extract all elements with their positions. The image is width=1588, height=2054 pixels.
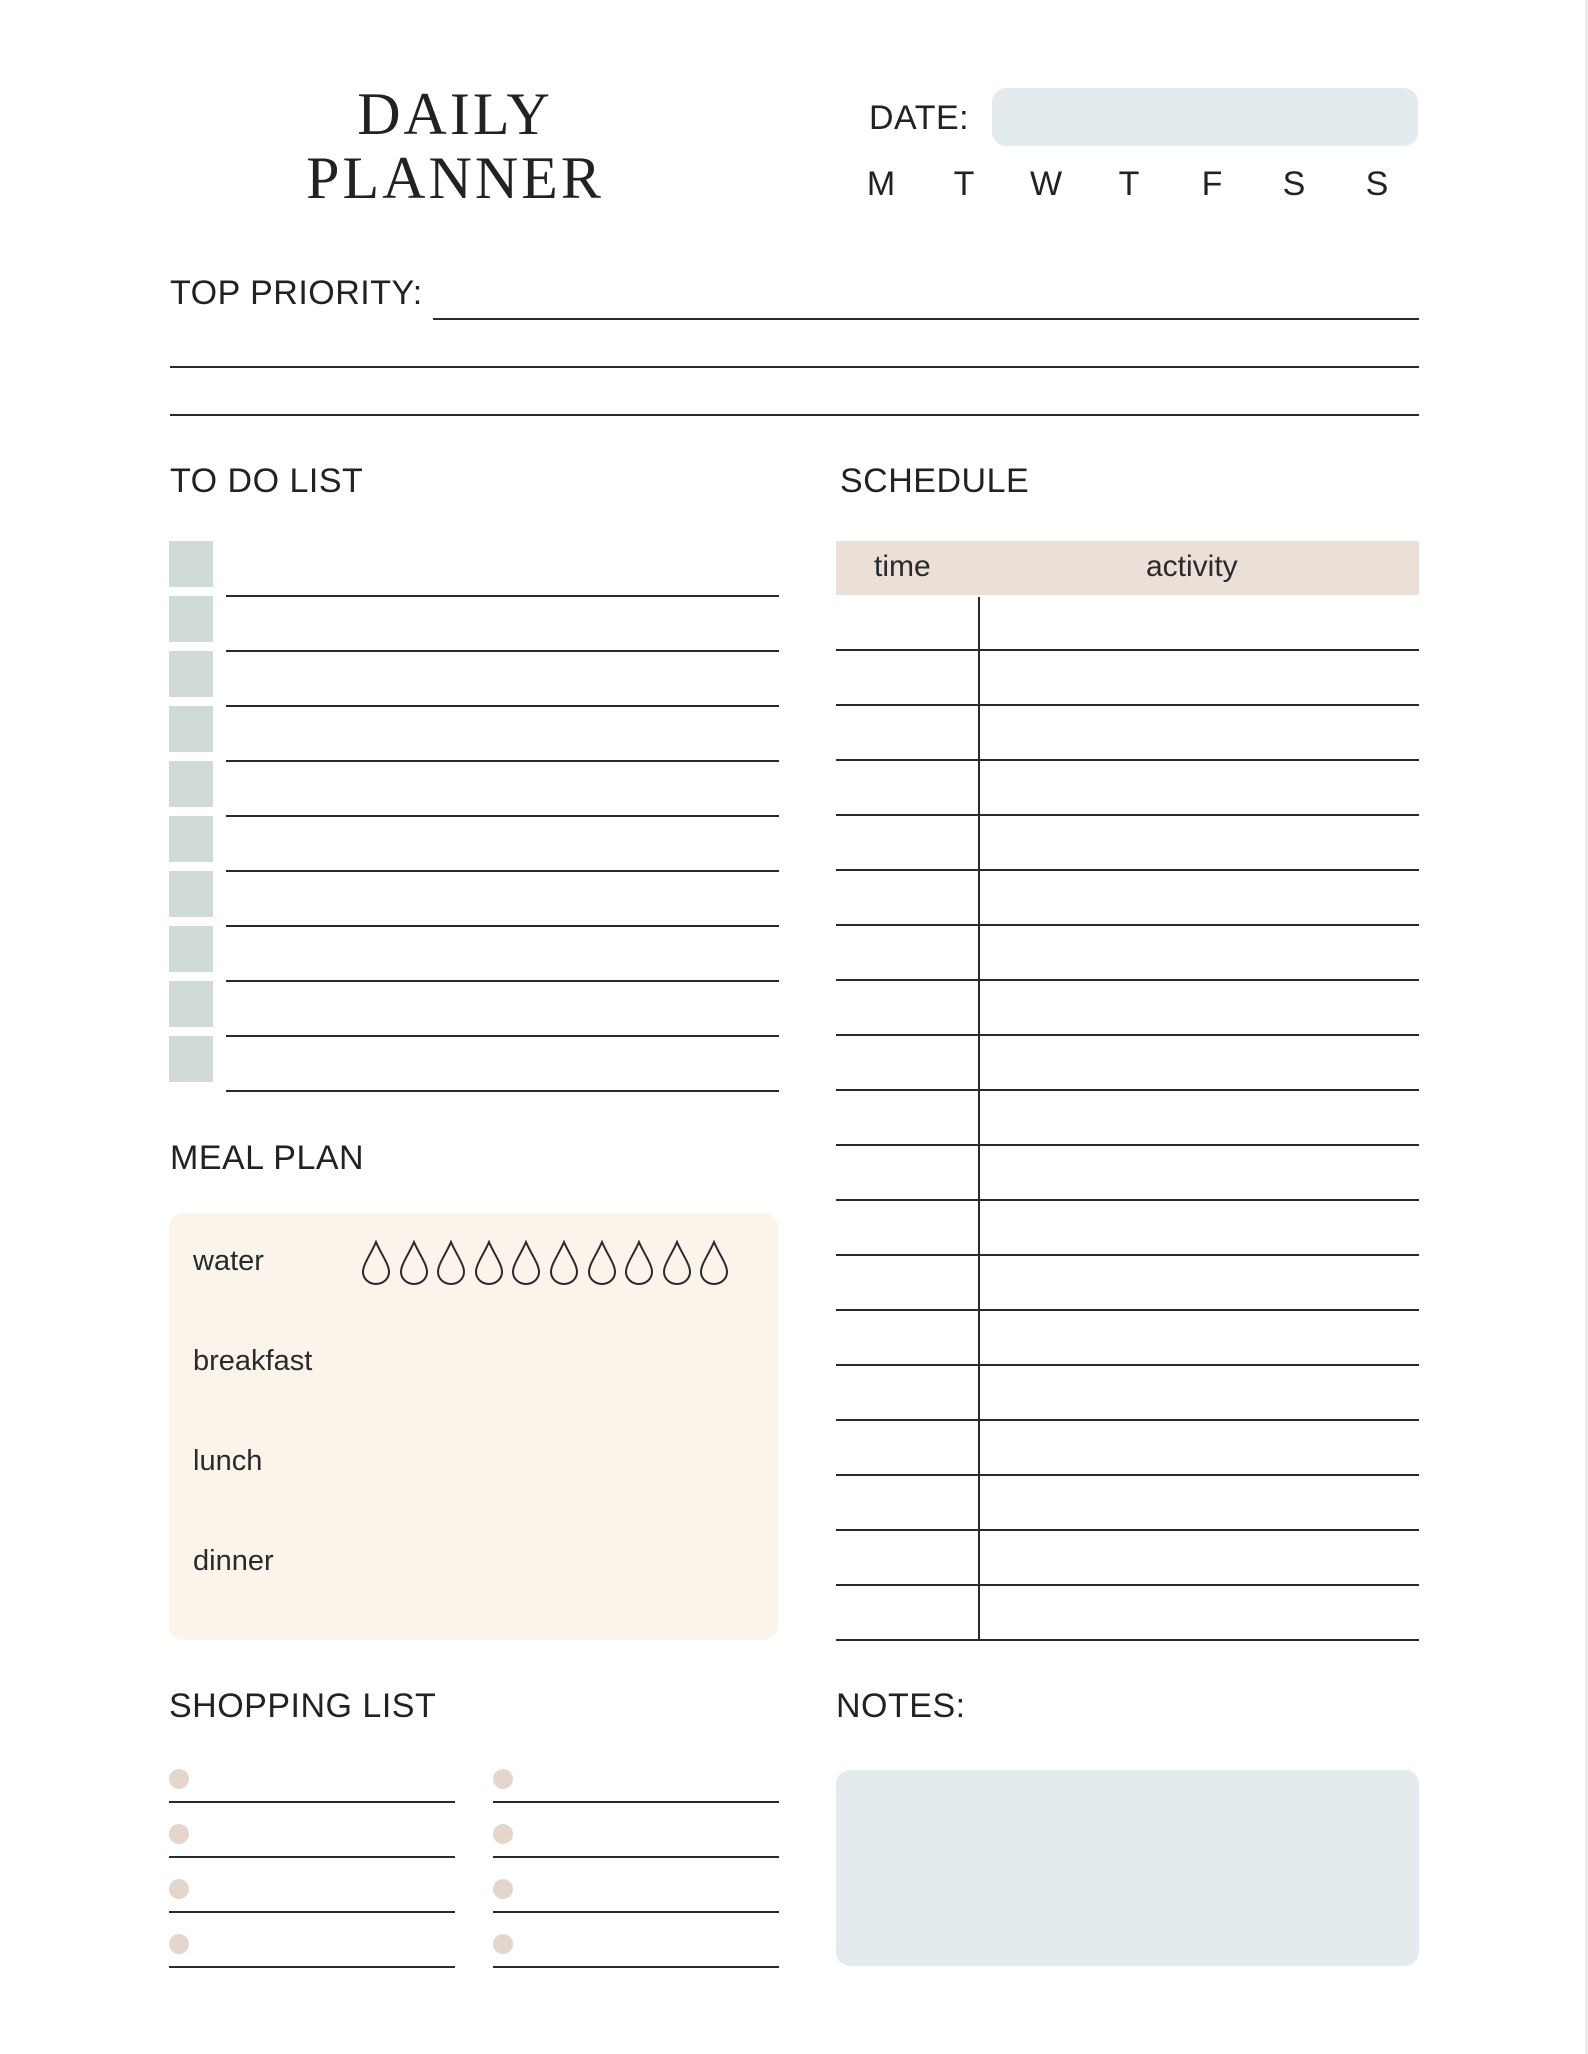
shopping-bullet — [169, 1879, 189, 1899]
water-drop-icon[interactable] — [474, 1240, 504, 1286]
schedule-row-line[interactable] — [836, 1529, 1419, 1531]
priority-line[interactable] — [170, 366, 1419, 368]
schedule-row-line[interactable] — [836, 1419, 1419, 1421]
todo-checkbox[interactable] — [169, 651, 213, 697]
schedule-row-line[interactable] — [836, 1639, 1419, 1641]
schedule-row-line[interactable] — [836, 1309, 1419, 1311]
schedule-time-header: time — [874, 550, 931, 583]
schedule-row-line[interactable] — [836, 649, 1419, 651]
schedule-row-line[interactable] — [836, 814, 1419, 816]
schedule-row-line[interactable] — [836, 1474, 1419, 1476]
water-drop-icon[interactable] — [662, 1240, 692, 1286]
schedule-row-line[interactable] — [836, 1364, 1419, 1366]
date-field[interactable] — [992, 88, 1418, 146]
todo-checkbox[interactable] — [169, 926, 213, 972]
todo-checkbox[interactable] — [169, 596, 213, 642]
todo-checkbox[interactable] — [169, 871, 213, 917]
todo-checkbox[interactable] — [169, 1036, 213, 1082]
meal-dinner-label: dinner — [193, 1545, 274, 1577]
todo-list-label: TO DO LIST — [170, 462, 364, 500]
schedule-label: SCHEDULE — [840, 462, 1030, 500]
weekday-1[interactable]: T — [953, 165, 975, 203]
priority-line[interactable] — [170, 414, 1419, 416]
weekday-4[interactable]: F — [1201, 165, 1223, 203]
water-drop-icon[interactable] — [399, 1240, 429, 1286]
meal-breakfast-label: breakfast — [193, 1345, 313, 1377]
notes-field[interactable] — [836, 1770, 1419, 1966]
schedule-row-line[interactable] — [836, 979, 1419, 981]
todo-line[interactable] — [226, 650, 779, 652]
weekday-6[interactable]: S — [1365, 165, 1389, 203]
water-drop-icon[interactable] — [361, 1240, 391, 1286]
shopping-bullet — [169, 1934, 189, 1954]
shopping-line[interactable] — [169, 1966, 455, 1968]
shopping-bullet — [493, 1824, 513, 1844]
shopping-bullet — [169, 1824, 189, 1844]
water-drop-icon[interactable] — [436, 1240, 466, 1286]
schedule-row-line[interactable] — [836, 1199, 1419, 1201]
water-drop-icon[interactable] — [699, 1240, 729, 1286]
schedule-row-line[interactable] — [836, 1144, 1419, 1146]
todo-line[interactable] — [226, 595, 779, 597]
todo-line[interactable] — [226, 1090, 779, 1092]
todo-line[interactable] — [226, 870, 779, 872]
schedule-row-line[interactable] — [836, 869, 1419, 871]
shopping-line[interactable] — [493, 1801, 779, 1803]
shopping-line[interactable] — [493, 1856, 779, 1858]
weekday-0[interactable]: M — [866, 165, 896, 203]
shopping-line[interactable] — [169, 1801, 455, 1803]
schedule-activity-header: activity — [1146, 550, 1238, 583]
priority-line[interactable] — [433, 318, 1419, 320]
schedule-row-line[interactable] — [836, 924, 1419, 926]
schedule-row-line[interactable] — [836, 1254, 1419, 1256]
meal-lunch-label: lunch — [193, 1445, 263, 1477]
shopping-line[interactable] — [493, 1966, 779, 1968]
top-priority-label: TOP PRIORITY: — [170, 274, 423, 312]
todo-line[interactable] — [226, 760, 779, 762]
weekday-2[interactable]: W — [1029, 165, 1063, 203]
todo-checkbox[interactable] — [169, 761, 213, 807]
shopping-bullet — [493, 1879, 513, 1899]
todo-line[interactable] — [226, 925, 779, 927]
shopping-line[interactable] — [493, 1911, 779, 1913]
shopping-bullet — [493, 1769, 513, 1789]
weekday-3[interactable]: T — [1118, 165, 1140, 203]
water-drop-icon[interactable] — [624, 1240, 654, 1286]
schedule-row-line[interactable] — [836, 759, 1419, 761]
schedule-row-line[interactable] — [836, 704, 1419, 706]
todo-line[interactable] — [226, 705, 779, 707]
schedule-row-line[interactable] — [836, 1034, 1419, 1036]
water-drop-icon[interactable] — [549, 1240, 579, 1286]
meal-plan-label: MEAL PLAN — [170, 1139, 365, 1177]
planner-title-line-2: PLANNER — [306, 145, 604, 211]
weekday-5[interactable]: S — [1282, 165, 1306, 203]
water-drop-icon[interactable] — [587, 1240, 617, 1286]
todo-checkbox[interactable] — [169, 541, 213, 587]
todo-checkbox[interactable] — [169, 706, 213, 752]
todo-checkbox[interactable] — [169, 816, 213, 862]
shopping-line[interactable] — [169, 1856, 455, 1858]
shopping-bullet — [493, 1934, 513, 1954]
schedule-column-divider — [978, 597, 980, 1640]
todo-line[interactable] — [226, 980, 779, 982]
planner-title-line-1: DAILY — [357, 81, 553, 147]
shopping-bullet — [169, 1769, 189, 1789]
notes-label: NOTES: — [836, 1687, 966, 1725]
meal-water-label: water — [193, 1245, 264, 1277]
schedule-row-line[interactable] — [836, 1584, 1419, 1586]
date-label: DATE: — [869, 99, 970, 137]
todo-line[interactable] — [226, 815, 779, 817]
schedule-row-line[interactable] — [836, 1089, 1419, 1091]
shopping-line[interactable] — [169, 1911, 455, 1913]
todo-line[interactable] — [226, 1035, 779, 1037]
todo-checkbox[interactable] — [169, 981, 213, 1027]
water-drop-icon[interactable] — [511, 1240, 541, 1286]
shopping-list-label: SHOPPING LIST — [169, 1687, 437, 1725]
